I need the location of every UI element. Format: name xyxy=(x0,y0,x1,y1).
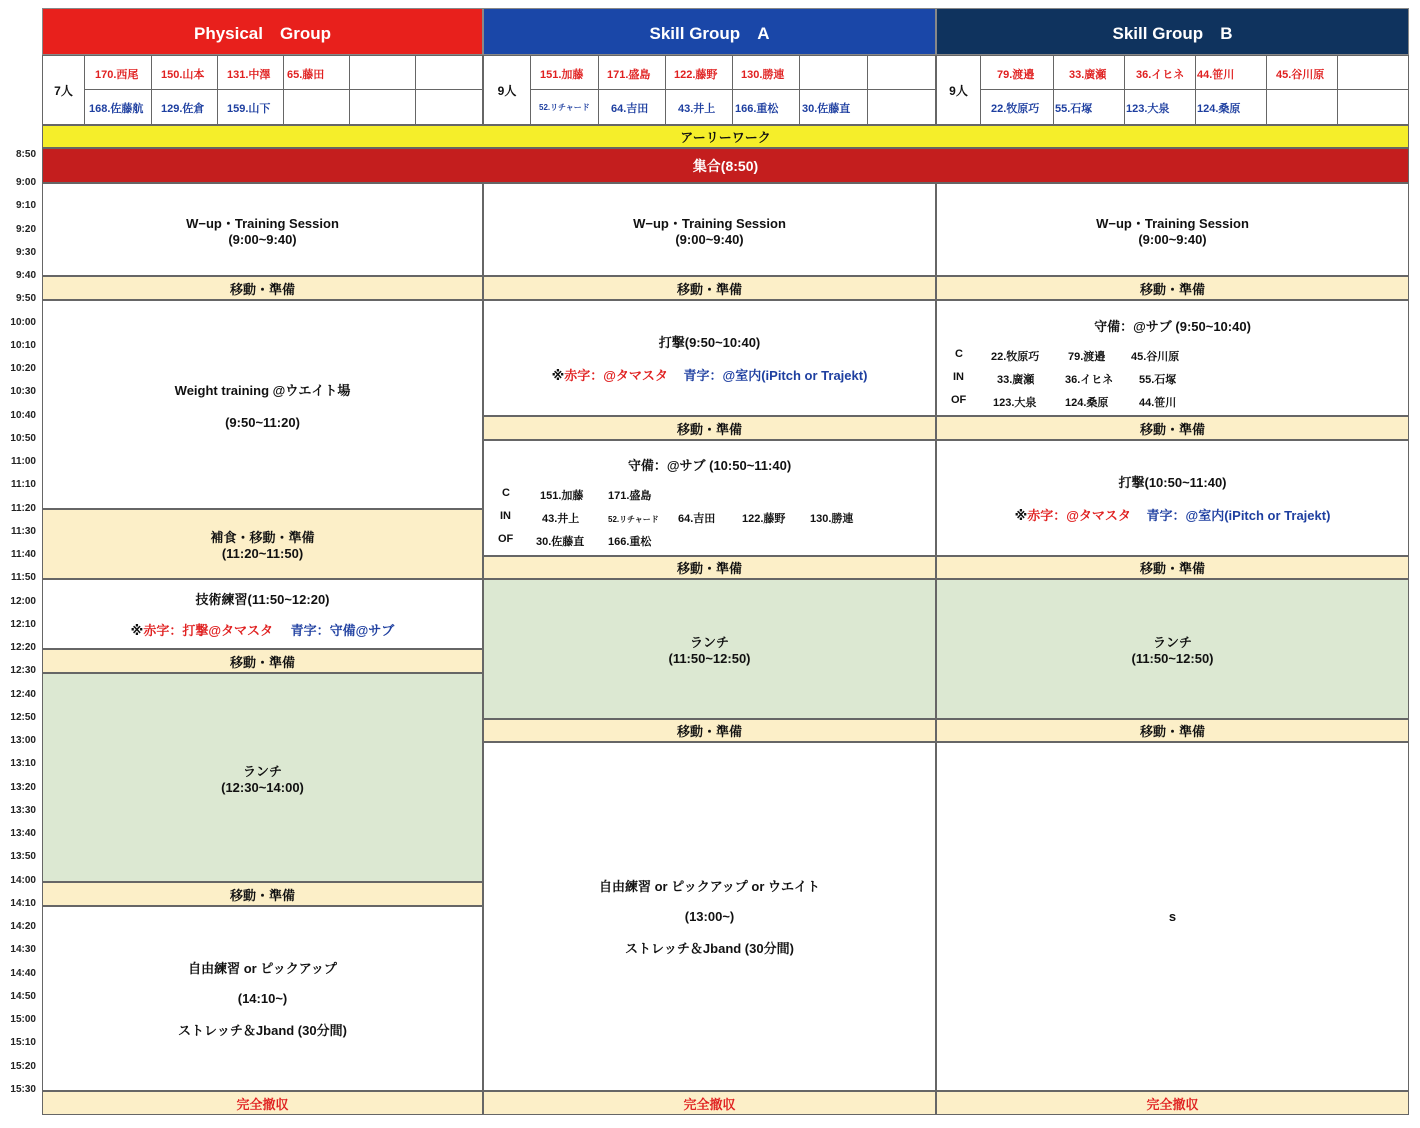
hit-title: 打撃(10:50~11:40) xyxy=(1118,475,1227,490)
roster-player: 33.廣瀬 xyxy=(1069,69,1107,81)
skill-a-hit-block xyxy=(483,300,936,416)
skill-b-count: 9人 xyxy=(936,55,981,125)
def-player: 124.桑原 xyxy=(1065,397,1109,409)
time-label: 14:40 xyxy=(10,967,36,979)
hit-blue-note: 青字：@室内(iPitch or Trajekt) xyxy=(1146,508,1331,523)
def-player: 64.吉田 xyxy=(678,513,716,525)
time-label: 11:20 xyxy=(10,502,36,514)
roster-player: 131.中澤 xyxy=(227,69,271,81)
pos-c: C xyxy=(955,348,963,360)
snack-time: (11:20~11:50) xyxy=(221,546,304,561)
time-label: 10:50 xyxy=(10,432,36,444)
free-title: 自由練習 or ピックアップ xyxy=(188,961,337,976)
pos-of: OF xyxy=(951,394,967,406)
skill-b-move-block: 移動・準備 xyxy=(936,556,1409,579)
wup-title: W−up・Training Session xyxy=(633,215,786,231)
tech-blue-note: 青字：守備@サブ xyxy=(290,623,395,638)
physical-snack-block xyxy=(42,509,483,579)
physical-tech-block xyxy=(42,579,483,649)
skill-a-move-block: 移動・準備 xyxy=(483,276,936,300)
note-prefix: ※ xyxy=(130,623,144,638)
time-label: 10:20 xyxy=(10,363,36,374)
skill-b-move-block: 移動・準備 xyxy=(936,276,1409,300)
def-player: 30.佐藤直 xyxy=(536,536,585,548)
time-label: 13:10 xyxy=(10,758,36,770)
time-label: 14:50 xyxy=(10,990,36,1002)
roster-player: 130.勝連 xyxy=(741,69,785,81)
time-label: 14:10 xyxy=(10,897,36,909)
roster-player: 124.桑原 xyxy=(1197,103,1241,115)
physical-move-block: 移動・準備 xyxy=(42,882,483,906)
skill-b-wup-block xyxy=(936,183,1409,276)
pos-c: C xyxy=(502,487,510,499)
header-physical-group: Physical Group xyxy=(42,8,483,55)
tech-title: 技術練習(11:50~12:20) xyxy=(195,592,330,607)
time-label: 14:20 xyxy=(10,921,36,932)
wup-title: W−up・Training Session xyxy=(186,215,339,231)
header-skill-group-b: Skill Group B xyxy=(936,8,1409,55)
lunch-title: ランチ xyxy=(1152,635,1192,650)
time-label: 13:30 xyxy=(10,804,36,816)
time-label: 9:50 xyxy=(15,293,36,305)
wup-time: (9:00~9:40) xyxy=(675,231,744,247)
time-label: 11:30 xyxy=(10,525,36,537)
free-text: s xyxy=(1168,909,1177,924)
def-player: 123.大泉 xyxy=(993,397,1037,409)
physical-count: 7人 xyxy=(42,55,85,125)
def-player: 45.谷川原 xyxy=(1131,351,1180,363)
skill-b-free-block xyxy=(936,742,1409,1091)
time-label: 13:50 xyxy=(10,851,36,863)
free-time: (14:10~) xyxy=(237,991,288,1006)
time-label: 9:20 xyxy=(15,223,36,235)
time-label: 15:30 xyxy=(10,1083,36,1095)
skill-a-teardown: 完全撤収 xyxy=(483,1091,936,1115)
skill-a-def-block xyxy=(483,440,936,556)
header-skill-group-a: Skill Group A xyxy=(483,8,936,55)
roster-player: 30.佐藤直 xyxy=(802,103,851,115)
def-player: 79.渡邉 xyxy=(1068,351,1106,363)
time-label: 15:00 xyxy=(10,1014,36,1025)
lunch-title: ランチ xyxy=(242,763,282,779)
time-label: 12:30 xyxy=(10,665,36,677)
def-title: 守備：@サブ (9:50~10:40) xyxy=(1094,319,1251,334)
roster-player: 170.西尾 xyxy=(95,69,139,81)
roster-player: 43.井上 xyxy=(678,103,716,115)
def-player: 52.リチャード xyxy=(608,515,659,524)
free-time: (13:00~) xyxy=(684,909,735,924)
time-label: 13:00 xyxy=(10,735,36,746)
wup-time: (9:00~9:40) xyxy=(228,231,297,247)
skill-a-count: 9人 xyxy=(483,55,531,125)
time-label: 9:00 xyxy=(15,177,36,188)
skill-b-move-block: 移動・準備 xyxy=(936,719,1409,742)
skill-b-def-block xyxy=(936,300,1409,416)
time-label: 14:30 xyxy=(10,944,36,956)
roster-player: 36.イヒネ xyxy=(1136,69,1185,81)
roster-player: 168.佐藤航 xyxy=(89,103,144,115)
pos-in: IN xyxy=(953,371,964,383)
skill-a-move-block: 移動・準備 xyxy=(483,416,936,440)
hit-red-note: 赤字：@タマスタ xyxy=(1027,508,1131,523)
weight-title: Weight training @ウエイト場 xyxy=(174,382,351,398)
note-prefix: ※ xyxy=(551,368,565,383)
roster-player: 151.加藤 xyxy=(540,69,584,81)
def-title: 守備：@サブ (10:50~11:40) xyxy=(627,458,792,473)
physical-move-block: 移動・準備 xyxy=(42,649,483,673)
roster-player: 159.山下 xyxy=(227,103,271,115)
physical-teardown: 完全撤収 xyxy=(42,1091,483,1115)
physical-lunch-block xyxy=(42,673,483,882)
physical-weight-block xyxy=(42,300,483,509)
skill-b-move-block: 移動・準備 xyxy=(936,416,1409,440)
time-label: 11:10 xyxy=(10,479,36,491)
time-label: 14:00 xyxy=(10,874,36,886)
hit-red-note: 赤字：@タマスタ xyxy=(564,368,668,383)
time-label: 12:00 xyxy=(10,595,36,607)
free-title: 自由練習 or ピックアップ or ウエイト xyxy=(598,879,821,894)
skill-b-lunch-block xyxy=(936,579,1409,719)
def-player: 44.笹川 xyxy=(1139,397,1177,409)
time-label: 10:10 xyxy=(10,339,36,351)
roster-player: 44.笹川 xyxy=(1197,69,1235,81)
def-player: 36.イヒネ xyxy=(1065,374,1114,386)
wup-time: (9:00~9:40) xyxy=(1138,231,1207,247)
lunch-time: (12:30~14:00) xyxy=(221,779,304,795)
time-label: 15:20 xyxy=(10,1060,36,1072)
def-player: 43.井上 xyxy=(542,513,580,525)
time-label: 10:40 xyxy=(10,409,36,421)
time-label: 11:50 xyxy=(10,572,36,584)
time-label: 9:30 xyxy=(15,246,36,258)
tech-red-note: 赤字：打撃@タマスタ xyxy=(143,623,273,638)
lunch-title: ランチ xyxy=(689,635,729,650)
skill-a-lunch-block xyxy=(483,579,936,719)
time-label: 11:40 xyxy=(10,549,36,560)
roster-player: 129.佐倉 xyxy=(161,103,205,115)
stretch-note: ストレッチ＆Jband (30分間) xyxy=(625,941,794,956)
note-prefix: ※ xyxy=(1014,508,1028,523)
time-label: 10:00 xyxy=(10,316,36,328)
weight-time: (9:50~11:20) xyxy=(225,414,300,430)
def-player: 22.牧原巧 xyxy=(991,351,1040,363)
roster-player: 79.渡邉 xyxy=(997,69,1035,81)
snack-title: 補食・移動・準備 xyxy=(210,530,315,545)
roster-player: 166.重松 xyxy=(735,103,779,115)
roster-player: 150.山本 xyxy=(161,69,205,81)
time-label: 9:40 xyxy=(15,270,36,281)
assembly-banner: 集合(8:50) xyxy=(42,148,1409,183)
time-label: 13:40 xyxy=(10,828,36,839)
def-player: 130.勝連 xyxy=(810,513,854,525)
pos-in: IN xyxy=(500,510,511,522)
time-label: 9:10 xyxy=(15,200,36,212)
time-label: 12:50 xyxy=(10,711,36,723)
roster-player: 123.大泉 xyxy=(1126,103,1170,115)
roster-player: 122.藤野 xyxy=(674,69,718,81)
time-label: 11:00 xyxy=(10,456,36,467)
skill-b-hit-block xyxy=(936,440,1409,556)
physical-free-block xyxy=(42,906,483,1091)
time-label: 12:20 xyxy=(10,642,36,653)
skill-a-move-block: 移動・準備 xyxy=(483,556,936,579)
physical-wup-block xyxy=(42,183,483,276)
time-label: 8:50 xyxy=(15,149,36,160)
skill-a-free-block xyxy=(483,742,936,1091)
pos-of: OF xyxy=(498,533,514,545)
def-player: 151.加藤 xyxy=(540,490,584,502)
roster-player: 52.リチャード xyxy=(539,103,590,112)
roster-player: 171.盛島 xyxy=(607,69,651,81)
skill-a-move-block: 移動・準備 xyxy=(483,719,936,742)
skill-a-wup-block xyxy=(483,183,936,276)
lunch-time: (11:50~12:50) xyxy=(1131,651,1214,666)
time-label: 10:30 xyxy=(10,386,36,398)
def-player: 55.石塚 xyxy=(1139,374,1177,386)
stretch-note: ストレッチ＆Jband (30分間) xyxy=(178,1023,347,1038)
roster-player: 65.藤田 xyxy=(287,69,325,81)
time-label: 12:10 xyxy=(10,618,36,630)
time-label: 13:20 xyxy=(10,781,36,793)
roster-player: 55.石塚 xyxy=(1055,103,1093,115)
hit-title: 打撃(9:50~10:40) xyxy=(658,335,761,350)
roster-player: 64.吉田 xyxy=(611,103,649,115)
def-player: 166.重松 xyxy=(608,536,652,548)
time-label: 15:10 xyxy=(10,1037,36,1049)
def-player: 122.藤野 xyxy=(742,513,786,525)
def-player: 171.盛島 xyxy=(608,490,652,502)
physical-move-block: 移動・準備 xyxy=(42,276,483,300)
roster-player: 45.谷川原 xyxy=(1276,69,1325,81)
def-player: 33.廣瀬 xyxy=(997,374,1035,386)
hit-blue-note: 青字：@室内(iPitch or Trajekt) xyxy=(683,368,868,383)
skill-b-teardown: 完全撤収 xyxy=(936,1091,1409,1115)
lunch-time: (11:50~12:50) xyxy=(668,651,751,666)
roster-player: 22.牧原巧 xyxy=(991,103,1040,115)
early-work-banner: アーリーワーク xyxy=(42,125,1409,148)
time-label: 12:40 xyxy=(10,688,36,700)
wup-title: W−up・Training Session xyxy=(1096,215,1249,231)
